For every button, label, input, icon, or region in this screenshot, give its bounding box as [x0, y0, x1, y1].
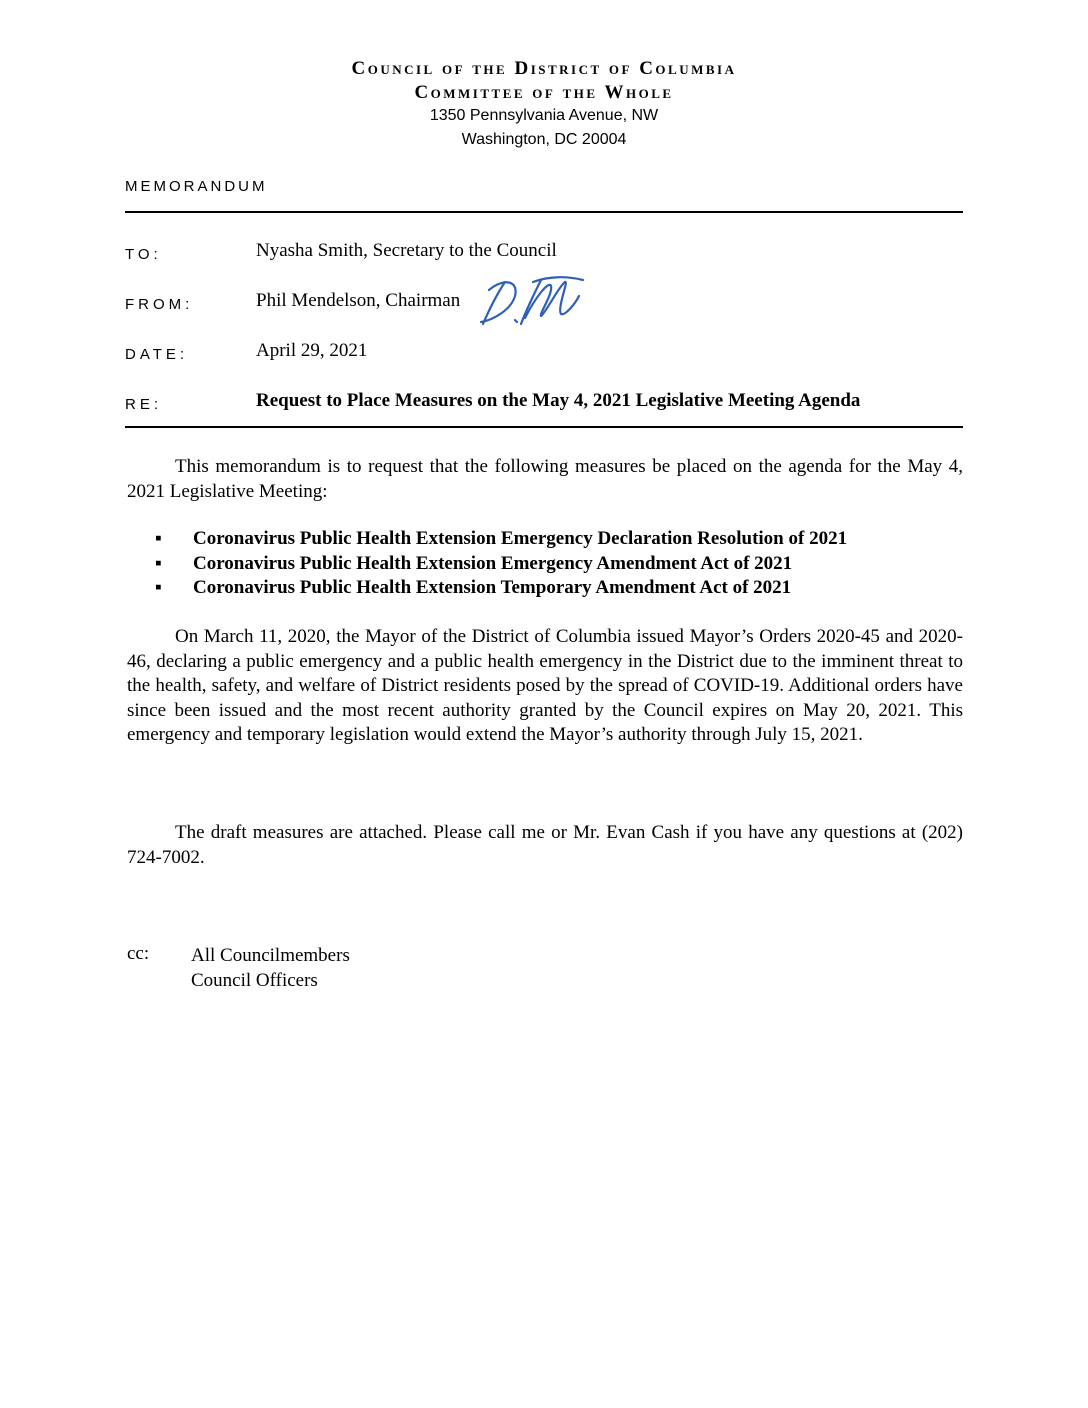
bullet-icon: ▪	[155, 552, 162, 574]
re-value: Request to Place Measures on the May 4, 2021 Legislative Meeting Agenda	[256, 390, 861, 411]
letterhead-address-line-2: Washington, DC 20004	[461, 131, 627, 148]
from-label: FROM:	[125, 296, 194, 313]
cc-label: cc:	[127, 943, 150, 964]
date-label: DATE:	[125, 346, 189, 363]
date-value: April 29, 2021	[256, 340, 368, 361]
measure-text: Coronavirus Public Health Extension Temporary Amendment Act of 2021	[193, 577, 792, 598]
re-label: RE:	[125, 396, 163, 413]
list-item	[155, 527, 847, 552]
background-paragraph	[127, 625, 963, 748]
letterhead-address-line-1: 1350 Pennsylvania Avenue, NW	[429, 107, 659, 124]
measure-text: Coronavirus Public Health Extension Emergency Declaration Resolution of 2021	[193, 528, 848, 549]
bullet-icon: ▪	[155, 528, 162, 549]
intro-paragraph	[127, 455, 963, 504]
signature-image	[475, 270, 585, 330]
from-value: Phil Mendelson, Chairman	[256, 290, 461, 311]
bullet-icon: ▪	[155, 577, 162, 598]
letterhead-committee-name: Committee of the Whole	[414, 82, 674, 103]
intro-text: This memorandum is to request that the following measures be placed on the agenda for the May 4, 2021 Legislative Meeting:	[127, 456, 963, 502]
closing-paragraph	[127, 821, 963, 870]
cc-recipient: All Councilmembers	[191, 945, 350, 966]
list-item	[155, 576, 847, 601]
measures-list	[155, 527, 847, 601]
memorandum-label: MEMORANDUM	[125, 178, 268, 195]
header-top-rule	[125, 211, 963, 213]
to-label: TO:	[125, 246, 162, 263]
letterhead-council-name: Council of the District of Columbia	[351, 58, 737, 79]
background-text: On March 11, 2020, the Mayor of the District of Columbia issued Mayor’s Orders 2020-45 and 2020-46, declaring a public emergency and a public health emergency in the District due to the imminent threat to the health, safety, and welfare of District residents posed by the spread of COVID-19. Additional orders have since been issued and the most recent authority granted by the Council expires on May 20, 2021. This emergency and temporary legislation would extend the Mayor’s authority through July 15, 2021.	[127, 626, 963, 745]
to-value: Nyasha Smith, Secretary to the Council	[256, 240, 557, 261]
cc-recipient: Council Officers	[191, 970, 318, 991]
list-item	[155, 552, 847, 577]
measure-text: Coronavirus Public Health Extension Emergency Amendment Act of 2021	[193, 552, 793, 574]
header-bottom-rule	[125, 426, 963, 428]
cc-recipients	[191, 943, 350, 993]
closing-text: The draft measures are attached. Please call me or Mr. Evan Cash if you have any questions at (202) 724-7002.	[127, 822, 963, 868]
